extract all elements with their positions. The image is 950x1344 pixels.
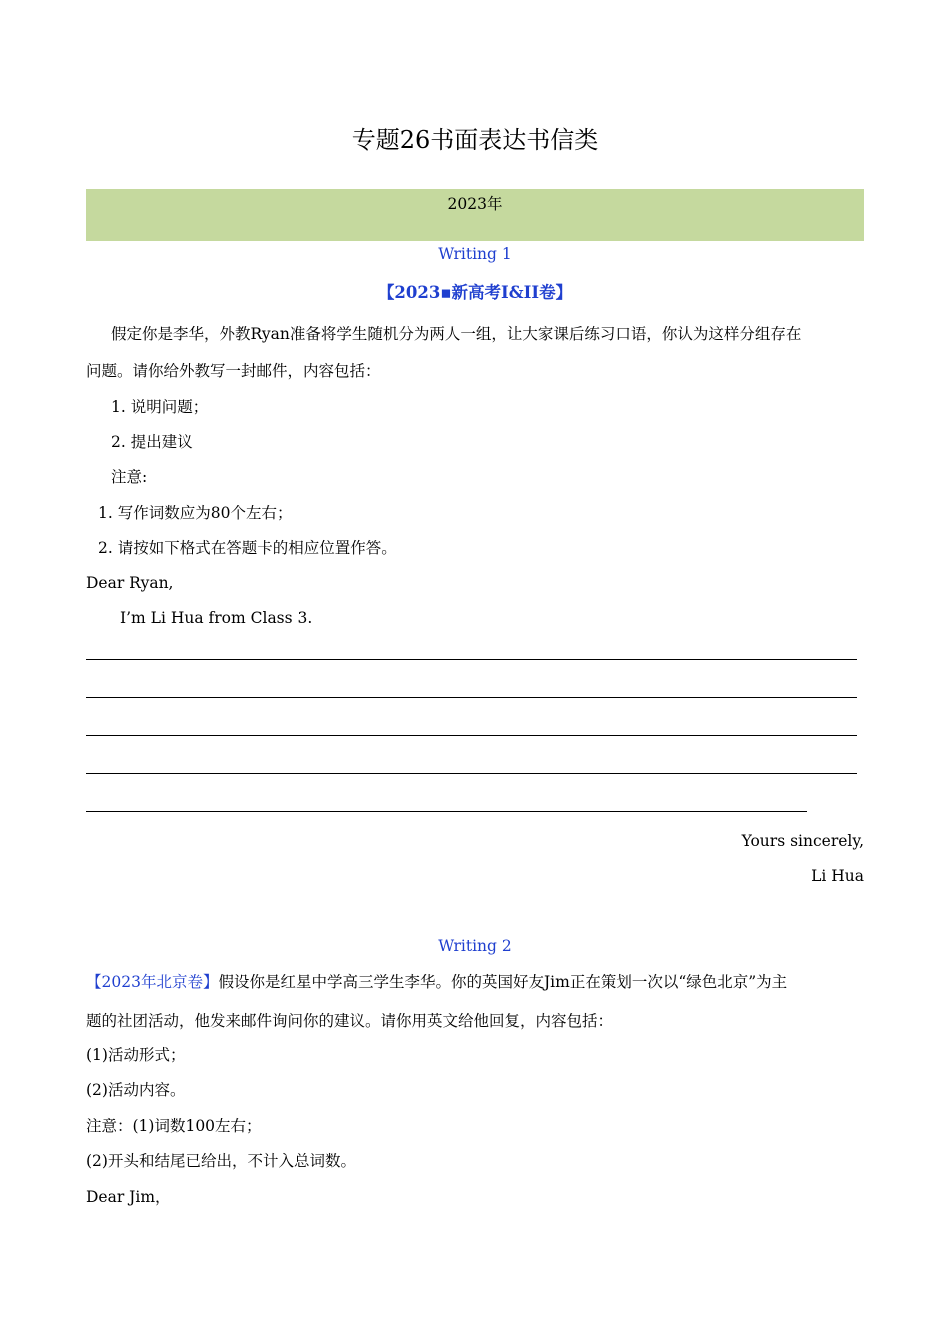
year-heading-band xyxy=(86,189,864,241)
writing2-prompt-line1 xyxy=(86,972,787,992)
writing1-opening: I’m Li Hua from Class 3. xyxy=(120,609,313,627)
writing2-note2: (2)开头和结尾已给出，不计入总词数。 xyxy=(86,1152,356,1170)
writing2-greeting: Dear Jim， xyxy=(86,1188,171,1206)
writing1-prompt-line2: 问题。请你给外教写一封邮件，内容包括： xyxy=(86,362,381,380)
answer-line xyxy=(86,735,857,736)
writing2-note1: 注意：(1)词数100左右； xyxy=(86,1117,262,1135)
writing1-note2: 2. 请按如下格式在答题卡的相应位置作答。 xyxy=(98,539,397,557)
writing2-prompt-line2: 题的社团活动，他发来邮件询问你的建议。请你用英文给他回复，内容包括： xyxy=(86,1012,614,1030)
writing1-note-label: 注意: xyxy=(111,468,148,486)
writing1-closing: Yours sincerely, xyxy=(741,832,864,850)
writing2-label: Writing 2 xyxy=(438,937,512,955)
writing1-source: 【2023▪新高考I&II卷】 xyxy=(377,283,573,302)
writing1-note1: 1. 写作词数应为80个左右； xyxy=(98,504,293,522)
writing1-point1: 1. 说明问题； xyxy=(111,398,209,416)
year-heading: 2023年 xyxy=(447,195,503,213)
writing1-prompt-line1: 假定你是李华，外教Ryan准备将学生随机分为两人一组，让大家课后练习口语，你认为这样分组存在 xyxy=(111,325,802,343)
writing1-label: Writing 1 xyxy=(438,245,512,263)
answer-line xyxy=(86,811,807,812)
answer-line xyxy=(86,697,857,698)
page-title: 专题26书面表达书信类 xyxy=(351,126,599,154)
writing1-point2: 2. 提出建议 xyxy=(111,433,193,451)
writing1-greeting: Dear Ryan, xyxy=(86,574,174,592)
answer-line xyxy=(86,659,857,660)
writing2-prompt-text: 假设你是红星中学高三学生李华。你的英国好友Jim正在策划一次以“绿色北京”为主 xyxy=(218,973,788,991)
writing2-point1: (1)活动形式； xyxy=(86,1046,186,1064)
writing1-signature: Li Hua xyxy=(811,867,864,885)
writing2-point2: (2)活动内容。 xyxy=(86,1081,186,1099)
answer-line xyxy=(86,773,857,774)
writing2-source: 【2023年北京卷】 xyxy=(86,973,219,991)
